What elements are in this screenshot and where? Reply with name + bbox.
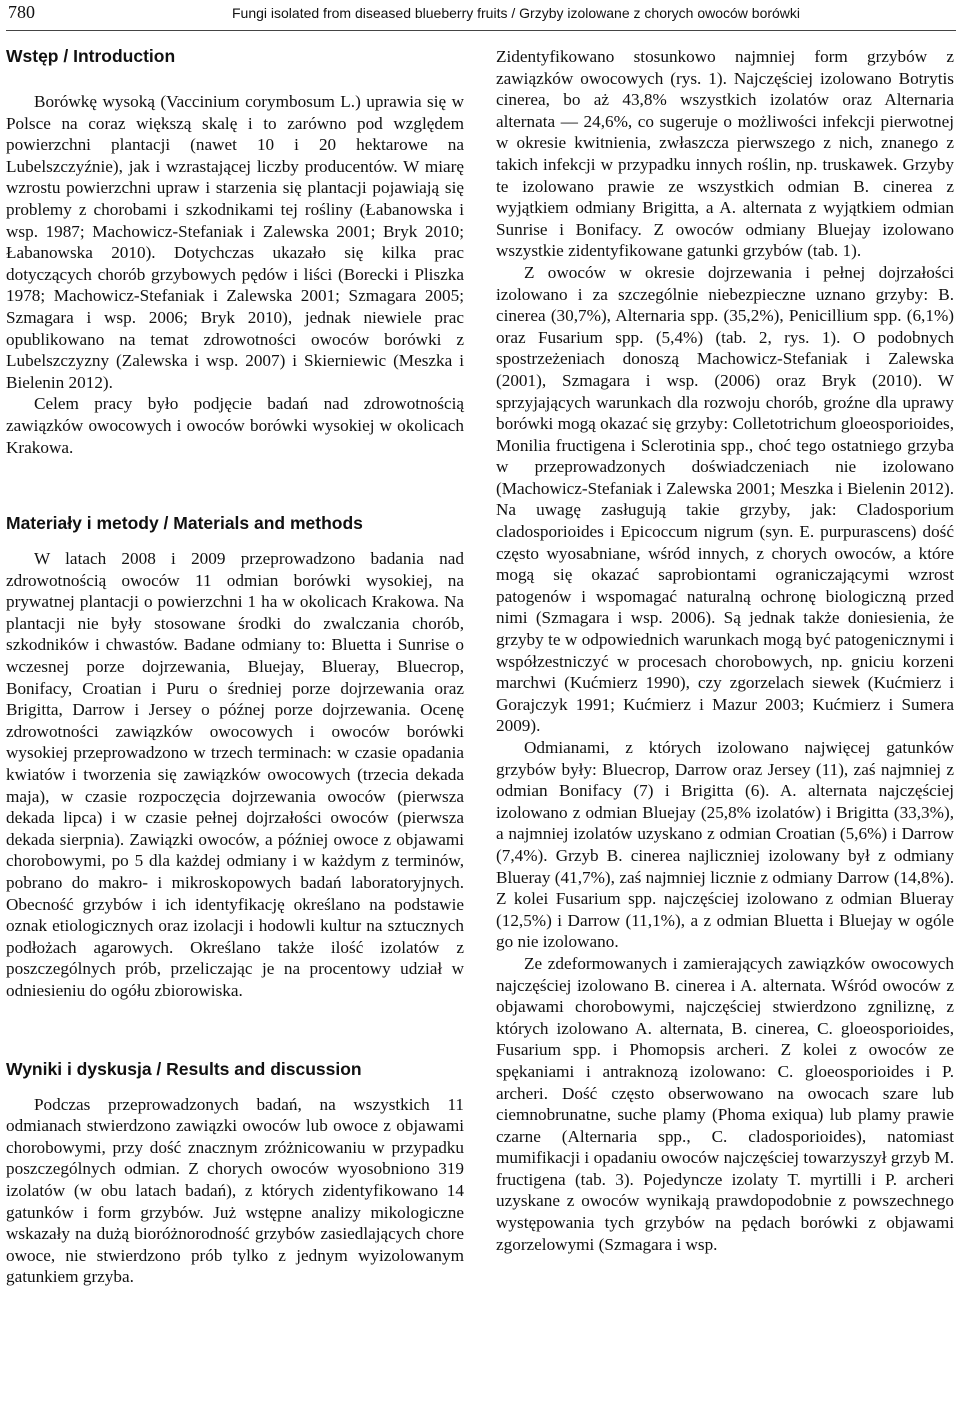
section-heading-methods: Materiały i metody / Materials and methods bbox=[6, 513, 363, 534]
left-column bbox=[6, 45, 464, 1288]
intro-paragraph-2: Celem pracy było podjęcie badań nad zdrowotnością zawiązków owocowych i owoców borówki wysokiej w okolicach Krakowa. bbox=[6, 394, 464, 457]
right-paragraph-1: Z owoców w okresie dojrzewania i pełnej dojrzałości izolowano i za szczególnie niebezpieczne uznano grzyby: B. cinerea (30,7%), Alternaria spp. (35,2%), Penicillium spp. (6,1%) oraz Fusarium spp. (5,4%) (tab. 2, rys. 1). O podobnych spostrzeżeniach donoszą Machowicz-Stefaniak i Zalewska (2001), Szmagara i wsp. (2006) oraz Bryk (2010). W sprzyjających warunkach dla rozwoju chorób, groźne dla uprawy borówki mogą okazać się grzyby: Colletotrichum gloeosporioides, Monilia fructigena i Sclerotinia spp., choć tego ostatniego grzyba w przeprowadzonych doświadczeniach nie izolowano (Machowicz-Stefaniak i Zalewska 2001; Meszka i Bielenin 2012). Na uwagę zasługują takie grzyby, jak: Cladosporium cladosporioides i Epicoccum nigrum (syn. E. purpurascens) dość często wyosabniane, wśród innych, z chorych owoców, a które mogą się okazać saprobiontami ograniczającymi wzrost patogenów i wspomagać naturalną ochronę biologiczną przed nimi (Szmagara i wsp. 2006). Są jednak także doniesienia, że grzyby te w odpowiednich warunkach mogą być patogenicznymi i współzestniczyć w procesach chorobowych, np. gniciu korzeni marchwi (Kućmierz 1990), czy zgorzelach siewek (Kućmierz i Gorajczyk 1991; Kućmierz i Mazur 2003; Kućmierz i Sumera 2009). bbox=[496, 262, 954, 736]
right-column bbox=[496, 46, 954, 1255]
results-paragraph-1: Podczas przeprowadzonych badań, na wszystkich 11 odmianach stwierdzono zawiązki owoców lub owoce z objawami chorobowymi, przy dość znacznym zróżnicowaniu w przypadku poszczególnych odmian. Z chorych owoców wyosobniono 319 izolatów (w obu latach badań), z których zidentyfikowano 14 gatunków i form grzybów. Już wstępne analizy mikologiczne wskazały na dużą bioróżnorodność grzybów zasiedlających chore owoce, nie stwierdzono prób tylko z jednym wyizolowanym gatunkiem grzyba. bbox=[6, 1094, 464, 1287]
section-heading-results: Wyniki i dyskusja / Results and discussion bbox=[6, 1058, 362, 1079]
page-number: 780 bbox=[8, 2, 35, 22]
right-paragraph-3: Ze zdeformowanych i zamierających zawiązków owocowych najczęściej izolowano B. cinerea i A. alternata. Wśród owoców z objawami chorobowymi, najczęściej stwierdzono zgniliznę, z których izolowano A. alternata, B. cinerea, C. gloeosporioides, Fusarium spp. i Phomopsis archeri. Z kolei z owoców ze spękaniami i antraknozą izolowano: C. gloeosporioides i P. archeri. Dość często obserwowano na owocach szare lub ciemnobrunatne, suche plamy (Phoma exiqua) lub plamy prawie czarne (Alternaria spp., C. cladosporioides), natomiast mumifikacji i opadaniu owoców najczęściej towarzyszył grzyb M. fructigena (tab. 3). Pojedyncze izolaty T. myrtilli i P. archeri uzyskane z owoców wynikają prawdopodobnie z powszechnego występowania tych grzybów na pędach borówki z objawami zgorzelowymi (Szmagara i wsp. bbox=[496, 953, 954, 1254]
right-paragraph-2: Odmianami, z których izolowano najwięcej gatunków grzybów były: Bluecrop, Darrow oraz Jersey (11), zaś najmniej z odmian Bonifacy (7) i Brigitta (6). A. alternata najczęściej izolowano z odmian Bluejay (25,8% izolatów) i Brigitta (33,3%), a najmniej izolatów uzyskano z odmian Croatian (5,6%) i Darrow (7,4%). Grzyb B. cinerea najliczniej izolowany był z odmiany Blueray (41,7%), zaś najmniej licznie z odmiany Darrow (14,8%). Z kolei Fusarium spp. najczęściej izolowano z odmian Blueray (12,5%) i Darrow (11,1%), a z odmian Bluetta i Bluejay w ogóle go nie izolowano. bbox=[496, 738, 954, 952]
running-title: Fungi isolated from diseased blueberry fruits / Grzyby izolowane z chorych owoców borówki bbox=[232, 5, 801, 21]
methods-paragraph-1: W latach 2008 i 2009 przeprowadzono badania nad zdrowotnością owoców 11 odmian borówki wysokiej, na prywatnej plantacji o powierzchni 1 ha w okolicach Krakowa. Na plantacji nie były stosowane środki do zwalczania chorób, szkodników i chwastów. Badane odmiany to: Bluetta i Sunrise o wczesnej porze dojrzewania, Bluejay, Blueray, Bluecrop, Bonifacy, Croatian i Puru o średniej porze dojrzewania oraz Brigitta, Darrow i Jersey o późnej porze dojrzewania. Ocenę zdrowotności zawiązków owocowych i owoców borówki wysokiej przeprowadzono w trzech terminach: w czasie opadania kwiatów i tworzenia się zawiązków owocowych (trzecia dekada maja), w czasie rozpoczęcia dojrzewania owoców (pierwsza dekada lipca) i w czasie pełnej dojrzałości owoców (pierwsza dekada sierpnia). Zawiązki owoców, a później owoce z objawami chorobowymi, po 5 dla każdej odmiany i w każdym z terminów, pobrano do makro- i mikroskopowych badań laboratoryjnych. Obecność grzybów i ich identyfikację określano na podstawie oznak etiologicznych oraz izolacji i hodowli kultur na sztucznych podłożach agarowych. Określano także ilość izolatów z poszczególnych prób, przeliczając je na procentowy udział w odniesieniu do ogółu zbiorowiska. bbox=[6, 549, 464, 1000]
running-header bbox=[6, 2, 956, 31]
right-paragraph-0: Zidentyfikowano stosunkowo najmniej form grzybów z zawiązków owocowych (rys. 1). Najczęściej izolowano Botrytis cinerea, bo aż 43,8% wszystkich izolatów oraz Alternaria alternata — 24,6%, co sugeruje o możliwości infekcji pierwotnej w okresie kwitnienia, zwłaszcza pierwszego z nich, znanego z takich infekcji w przypadku innych roślin, np. truskawek. Grzyby te izolowano prawie ze wszystkich odmian B. cinerea z wyjątkiem odmiany Brigitta, a A. alternata z wyjątkiem odmian Sunrise i Bonifacy. Z owoców odmiany Bluejay izolowano wszystkie zidentyfikowane gatunki grzybów (tab. 1). bbox=[496, 47, 954, 261]
section-heading-introduction: Wstęp / Introduction bbox=[6, 46, 176, 66]
intro-paragraph-1: Borówkę wysoką (Vaccinium corymbosum L.) uprawia się w Polsce na coraz większą skalę i to zarówno pod względem powierzchni plantacji (nawet 10 i 20 hektarowe na Lubelszczyźnie), jak i wzrastającej liczby producentów. W miarę wzrostu powierzchni upraw i starzenia się plantacji pojawiają się problemy z chorobami i szkodnikami tej rośliny (Łabanowska i wsp. 1987; Machowicz-Stefaniak i Zalewska 2001; Bryk 2010; Łabanowska 2010). Dotychczas ukazało się kilka prac dotyczących chorób grzybowych pędów i liści (Borecki i Pliszka 1978; Machowicz-Stefaniak i Zalewska 2001; Szmagara 2005; Szmagara i wsp. 2006; Bryk 2010), jednak niewiele prac opublikowano na temat zdrowotności owoców borówki z Lubelszczyzny (Zalewska i wsp. 2007) i Skierniewic (Meszka i Bielenin 2012). bbox=[6, 92, 464, 392]
